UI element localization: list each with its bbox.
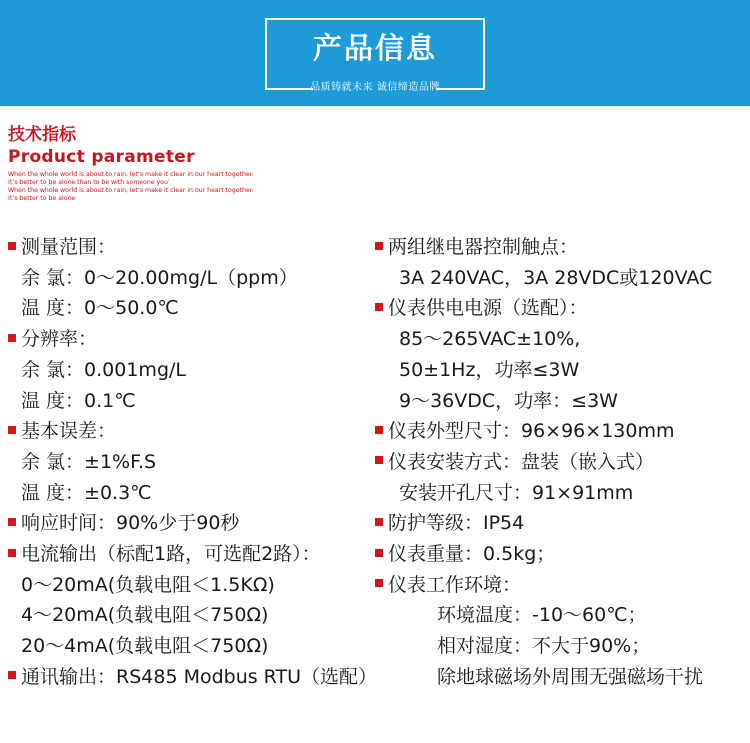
spec-text: 基本误差：: [21, 420, 117, 443]
spec-heading: [8, 542, 321, 566]
page-title: 产品信息: [312, 31, 437, 65]
spec-text: 电流输出（标配1路，可选配2路）：: [21, 543, 321, 565]
spec-detail: [399, 389, 618, 413]
spec-detail: [21, 266, 298, 290]
section-title-en: Product parameter: [8, 147, 195, 167]
spec-text: 仪表安装方式：盘装（嵌入式）: [388, 450, 655, 473]
spec-text: 50±1Hz，功率≤3W: [399, 358, 580, 381]
bullet-icon: [375, 303, 383, 311]
bullet-icon: [8, 518, 16, 526]
spec-text: 4～20mA(负载电阻＜750Ω): [21, 604, 269, 627]
spec-heading: [375, 296, 588, 320]
spec-detail: [437, 634, 650, 658]
bullet-icon: [375, 518, 383, 526]
spec-detail: [437, 665, 703, 689]
spec-text: 仪表工作环境：: [388, 573, 522, 596]
page-subtitle: 品质铸就未来 诚信缔造品牌: [310, 82, 440, 93]
spec-detail: [21, 389, 136, 413]
spec-heading: [8, 327, 97, 351]
section-title-cn: 技术指标: [8, 125, 76, 145]
spec-heading: [375, 450, 654, 474]
spec-heading: [8, 511, 239, 535]
spec-text: 通讯输出：RS485 Modbus RTU（选配）: [21, 665, 378, 688]
spec-text: 3A 240VAC，3A 28VDC或120VAC: [399, 266, 713, 289]
spec-detail: [21, 603, 268, 627]
spec-heading: [8, 235, 116, 259]
spec-text: 温 度：0～50.0℃: [21, 297, 179, 320]
spec-text: 余 氯：0～20.00mg/L（ppm）: [21, 266, 298, 289]
bullet-icon: [8, 426, 16, 434]
spec-detail: [399, 266, 712, 290]
spec-text: 响应时间：90%少于90秒: [21, 512, 240, 535]
spec-text: 仪表供电电源（选配）：: [388, 297, 588, 320]
bullet-icon: [375, 456, 383, 464]
spec-heading: [8, 665, 377, 689]
bullet-icon: [8, 671, 16, 679]
spec-detail: [399, 327, 580, 351]
spec-detail: [21, 358, 186, 382]
bullet-icon: [8, 334, 16, 342]
spec-text: 余 氯：0.001mg/L: [21, 358, 186, 381]
slogan-line: When the whole world is about to rain, let’s make it clear in our heart together.: [8, 187, 254, 194]
spec-detail: [21, 481, 152, 505]
spec-text: 0～20mA(负载电阻＜1.5KΩ): [21, 573, 275, 596]
spec-text: 相对湿度：不大于90%；: [437, 635, 651, 658]
spec-heading: [375, 542, 555, 566]
spec-text: 防护等级：IP54: [388, 512, 525, 535]
spec-detail: [21, 634, 268, 658]
bullet-icon: [375, 426, 383, 434]
spec-text: 测量范围：: [21, 236, 117, 258]
spec-text: 85～265VAC±10%,: [399, 328, 581, 351]
spec-heading: [375, 235, 578, 259]
spec-detail: [21, 450, 156, 474]
bullet-icon: [8, 549, 16, 557]
spec-detail: [399, 481, 633, 505]
slogan-line: When the whole world is about to rain, let’s make it clear in our heart together.: [8, 171, 254, 178]
bullet-icon: [375, 242, 383, 250]
spec-detail: [21, 573, 275, 597]
spec-detail: [21, 296, 179, 320]
spec-heading: [375, 573, 521, 597]
spec-text: 温 度：0.1℃: [21, 389, 136, 412]
spec-text: 环境温度：-10～60℃；: [437, 604, 647, 627]
slogan-line: It’s better to be alone than to be with someone you’: [8, 179, 170, 186]
spec-detail: [399, 358, 579, 382]
bullet-icon: [8, 242, 16, 250]
spec-text: 9～36VDC，功率：≤3W: [399, 389, 618, 412]
spec-heading: [375, 419, 674, 443]
spec-text: 仪表重量：0.5kg；: [388, 543, 556, 565]
spec-text: 温 度：±0.3℃: [21, 481, 152, 504]
spec-text: 余 氯：±1%F.S: [21, 450, 157, 473]
spec-text: 除地球磁场外周围无强磁场干扰: [437, 665, 704, 688]
bullet-icon: [375, 549, 383, 557]
spec-text: 仪表外型尺寸：96×96×130mm: [388, 420, 675, 443]
spec-text: 20～4mA(负载电阻＜750Ω): [21, 635, 269, 658]
spec-heading: [375, 511, 524, 535]
slogan-line: It’s better to be alone: [8, 195, 76, 202]
spec-detail: [437, 603, 647, 627]
spec-heading: [8, 419, 116, 443]
spec-text: 安装开孔尺寸：91×91mm: [399, 481, 634, 504]
spec-text: 分辨率：: [21, 328, 98, 351]
spec-text: 两组继电器控制触点：: [388, 236, 579, 258]
bullet-icon: [375, 579, 383, 587]
